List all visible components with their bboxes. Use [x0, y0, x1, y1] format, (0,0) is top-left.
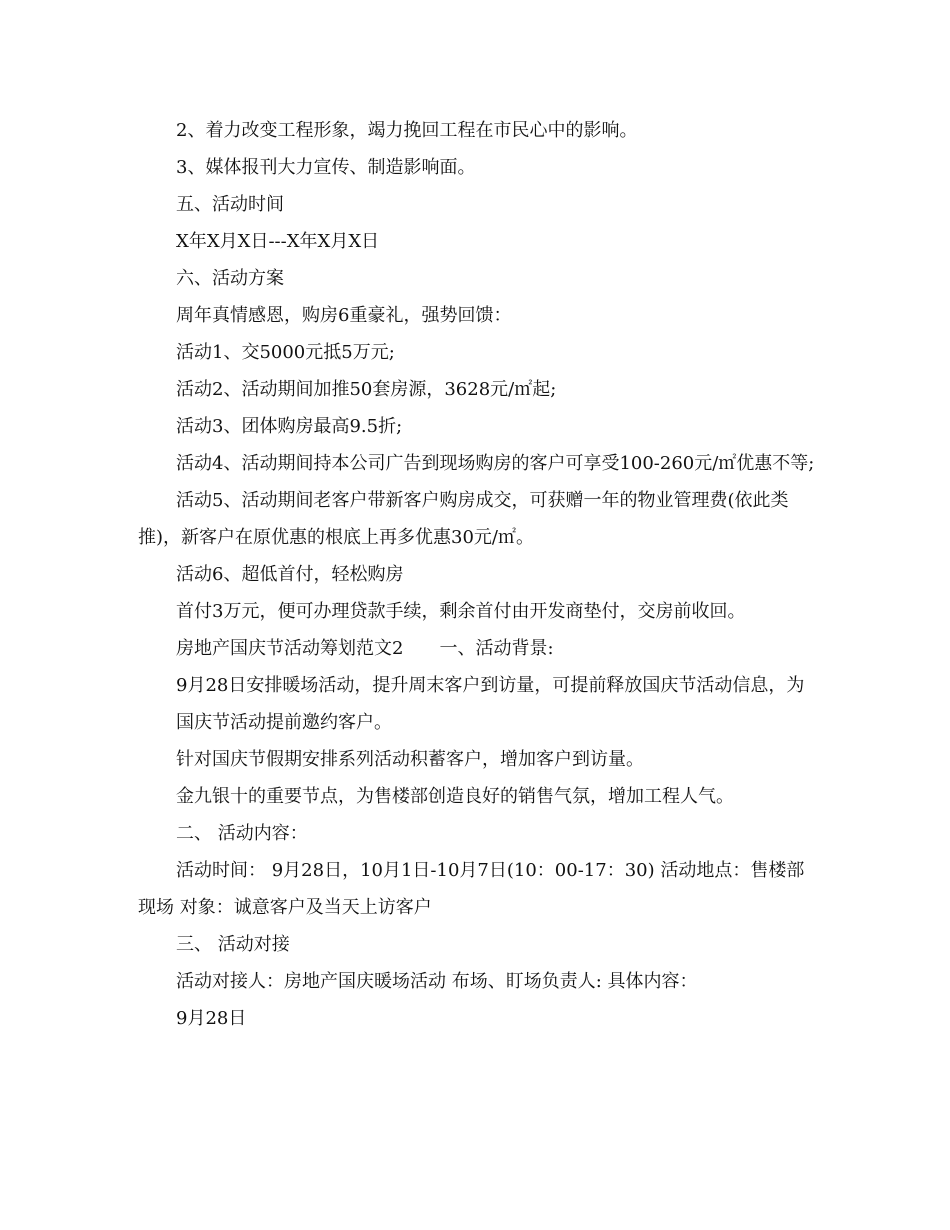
paragraph-down-payment: 首付3万元，便可办理贷款手续，剩余首付由开发商垫付，交房前收回。 — [176, 601, 746, 622]
activity-4: 活动4、活动期间持本公司广告到现场购房的客户可享受100-260元/㎡优惠不等; — [176, 453, 815, 474]
paragraph-activity-time: 活动时间： 9月28日，10月1日-10月7日(10：00-17：30) 活动地点：售楼部现场 对象：诚意客户及当天上访客户 — [138, 860, 805, 918]
activity-5: 活动5、活动期间老客户带新客户购房成交，可获赠一年的物业管理费(依此类推)，新客户在原优惠的根底上再多优惠30元/㎡。 — [138, 490, 789, 548]
section-heading-content: 二、 活动内容： — [176, 823, 308, 844]
activity-1: 活动1、交5000元抵5万元; — [176, 342, 395, 363]
paragraph-date: 9月28日 — [176, 1008, 247, 1029]
activity-6: 活动6、超低首付，轻松购房 — [176, 564, 404, 585]
activity-2: 活动2、活动期间加推50套房源，3628元/㎡起; — [176, 379, 557, 400]
activity-3: 活动3、团体购房最高9.5折; — [176, 416, 403, 437]
section-title-2: 房地产国庆节活动筹划范文2 一、活动背景: — [176, 638, 554, 659]
paragraph-1: 2、着力改变工程形象，竭力挽回工程在市民心中的影响。 — [176, 120, 638, 141]
paragraph-intro: 周年真情感恩，购房6重豪礼，强势回馈： — [176, 305, 512, 326]
paragraph-date-range: X年X月X日---X年X月X日 — [176, 231, 380, 252]
document-body — [138, 112, 818, 1037]
paragraph-contact: 活动对接人：房地产国庆暖场活动 布场、盯场负责人: 具体内容： — [176, 971, 698, 992]
paragraph-2: 3、媒体报刊大力宣传、制造影响面。 — [176, 157, 476, 178]
paragraph-background-4: 金九银十的重要节点，为售楼部创造良好的销售气氛，增加工程人气。 — [176, 786, 734, 807]
paragraph-background-1: 9月28日安排暖场活动，提升周末客户到访量，可提前释放国庆节活动信息，为 — [176, 675, 805, 696]
section-heading-contact: 三、 活动对接 — [176, 934, 290, 955]
paragraph-background-3: 针对国庆节假期安排系列活动积蓄客户，增加客户到访量。 — [176, 749, 644, 770]
paragraph-background-2: 国庆节活动提前邀约客户。 — [176, 712, 392, 733]
section-heading-6: 六、活动方案 — [176, 268, 284, 289]
section-heading-5: 五、活动时间 — [176, 194, 284, 215]
